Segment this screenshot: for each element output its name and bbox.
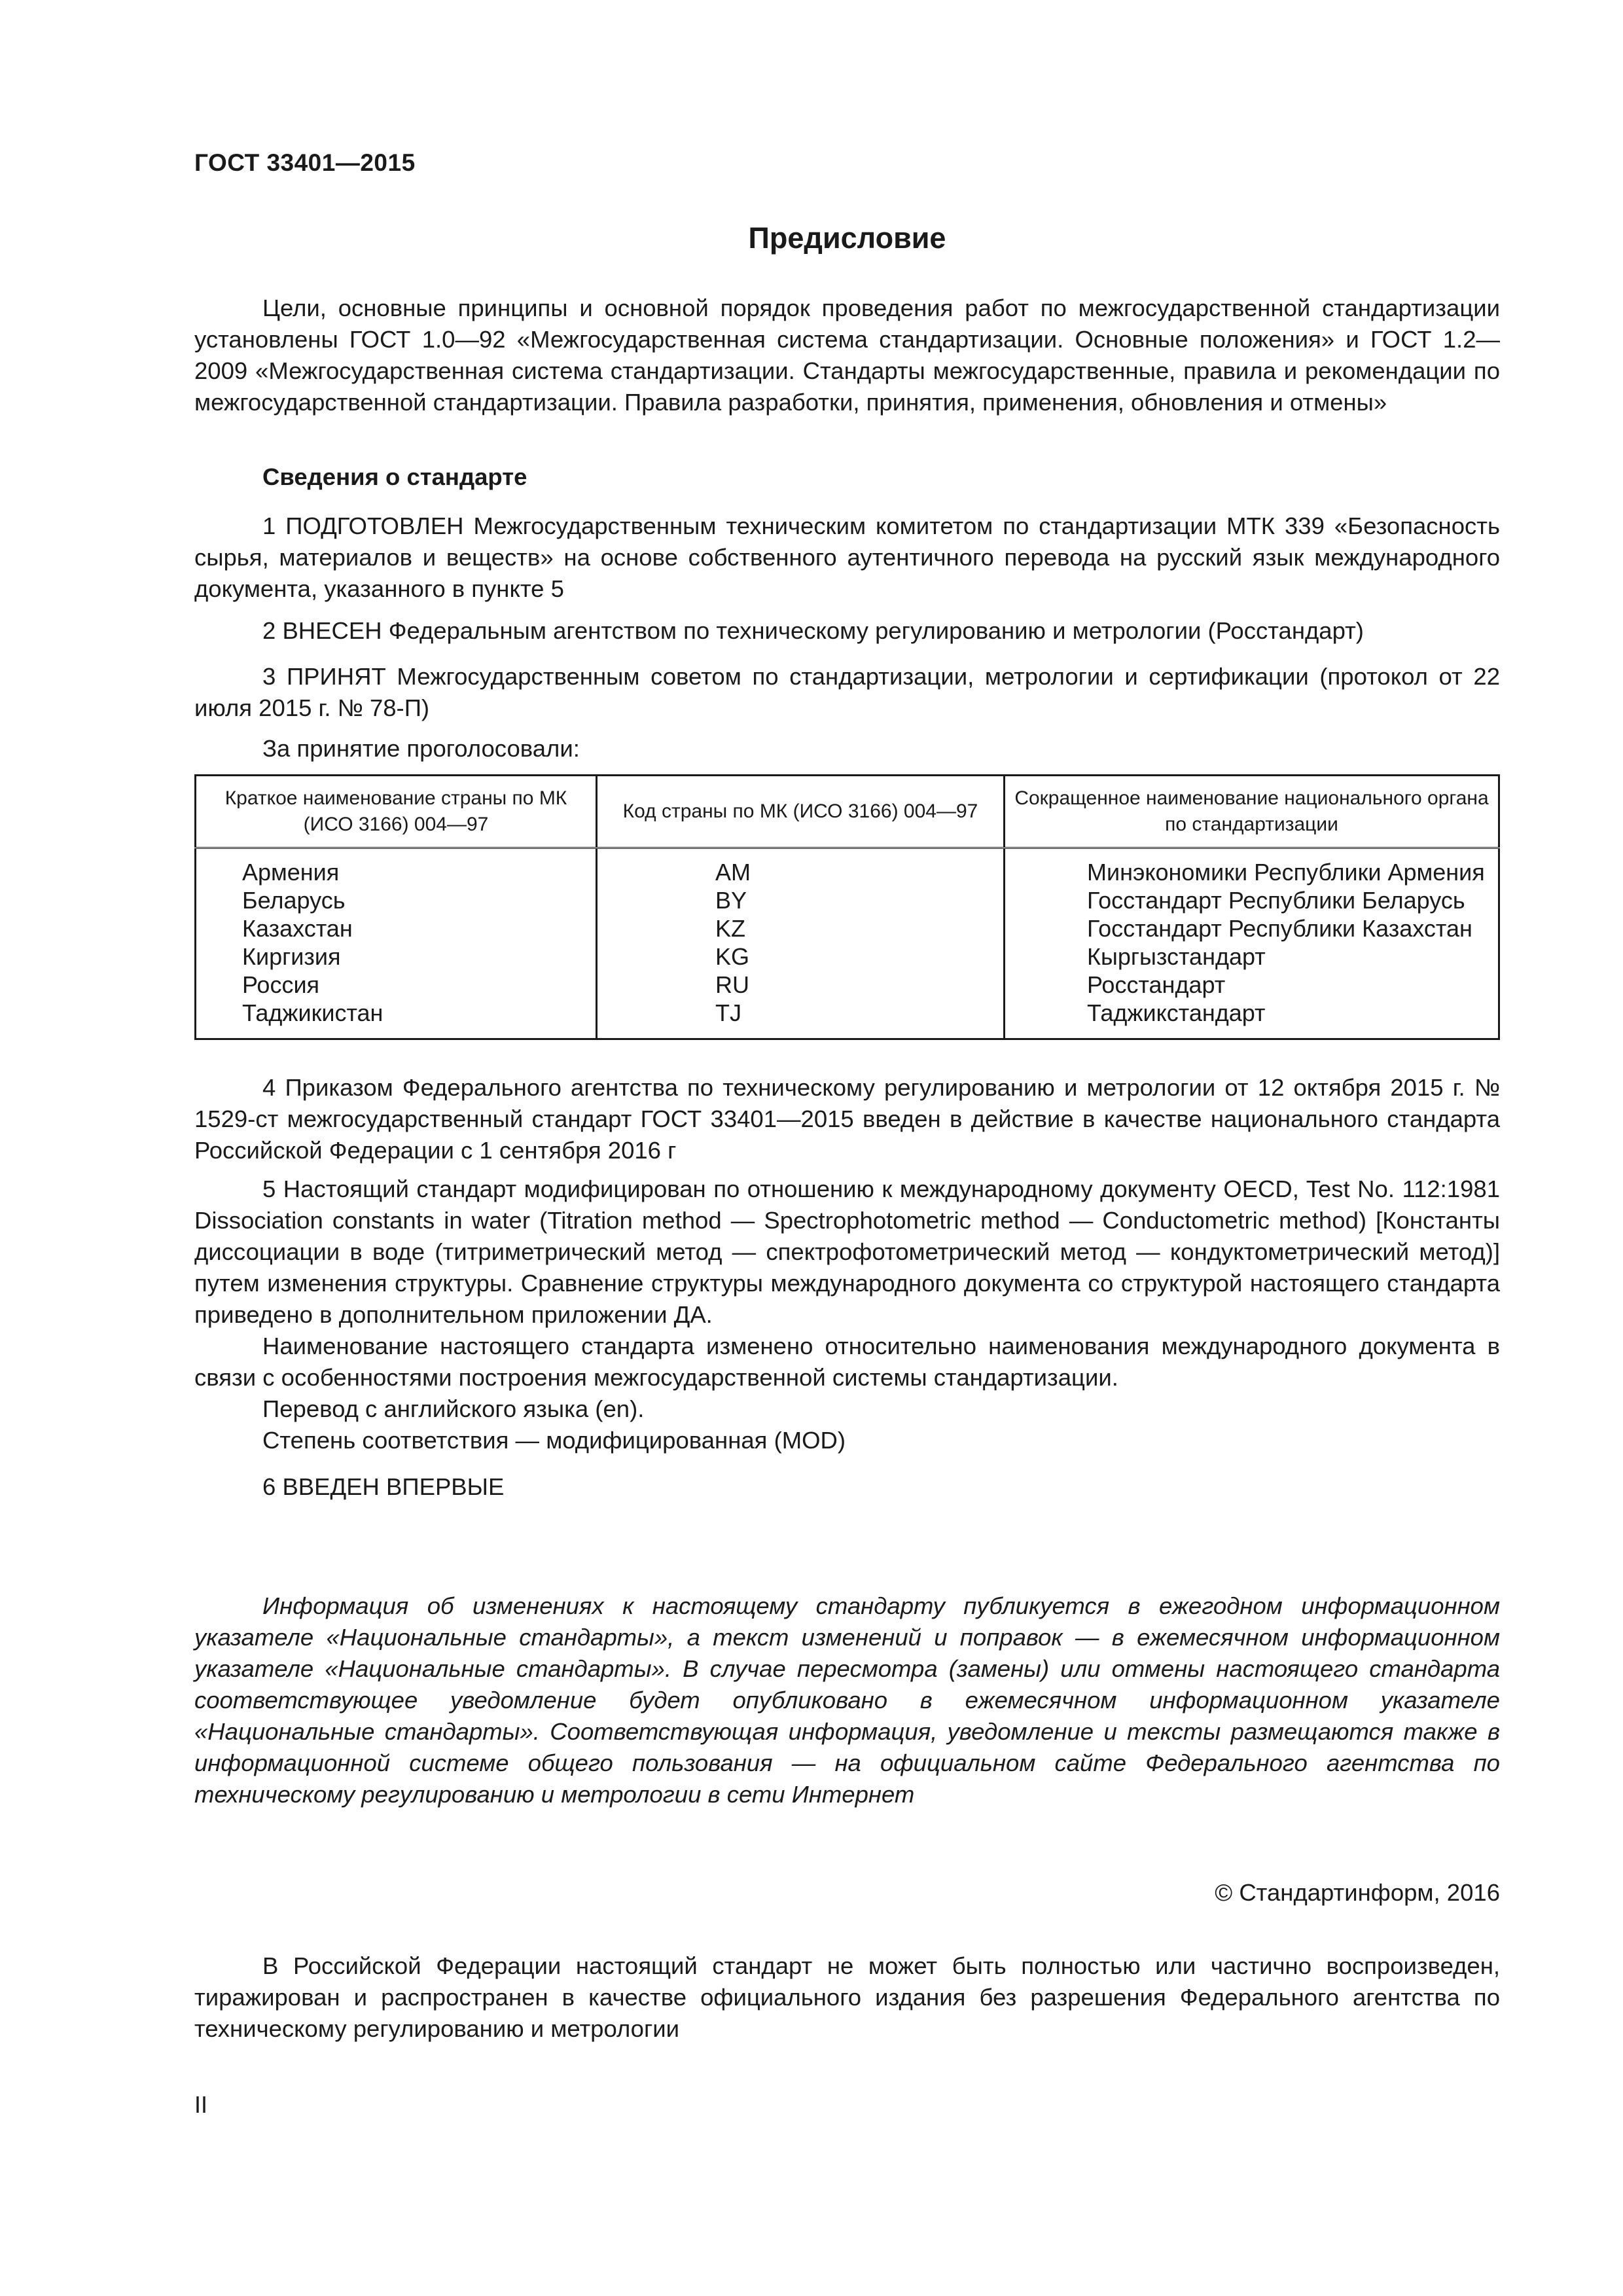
item-2-block bbox=[194, 615, 1500, 647]
item-5-translation: Перевод с английского языка (en). bbox=[262, 1395, 645, 1422]
table-cell-code: AM bbox=[715, 859, 751, 886]
table-cell-authority: Госстандарт Республики Казахстан bbox=[1087, 915, 1472, 942]
page-title: Предисловие bbox=[748, 221, 946, 255]
item-1: 1 ПОДГОТОВЛЕН Межгосударственным техническим комитетом по стандартизации МТК 339 «Безопасность сырья, материалов и веществ» на основе собственного аутентичного перевода на русский язык международного документа, указанного в пункте 5 bbox=[194, 512, 1500, 602]
table-cell-country: Казахстан bbox=[242, 915, 353, 942]
info-notice-block bbox=[194, 1590, 1500, 1810]
preface-intro-block bbox=[194, 293, 1500, 418]
table-cell-code: RU bbox=[715, 971, 749, 998]
table-column-code bbox=[597, 848, 1005, 1039]
table-cell-code: BY bbox=[715, 887, 747, 914]
table-cell-country: Таджикистан bbox=[242, 999, 383, 1026]
table-cell-country: Киргизия bbox=[242, 943, 341, 970]
document-id: ГОСТ 33401—2015 bbox=[194, 149, 416, 176]
vote-intro-block bbox=[194, 733, 1500, 764]
page-number: II bbox=[194, 2091, 208, 2118]
item-6-block bbox=[194, 1471, 1500, 1503]
item-5-block bbox=[194, 1174, 1500, 1456]
section-heading: Сведения о стандарте bbox=[262, 463, 527, 490]
copyright: © Стандартинформ, 2016 bbox=[1215, 1879, 1500, 1906]
table-cell-country: Беларусь bbox=[242, 887, 346, 914]
item-5-name-note: Наименование настоящего стандарта изменено относительно наименования международного документа в связи с особенностями построения межгосударственной системы стандартизации. bbox=[194, 1333, 1500, 1391]
table-cell-authority: Росстандарт bbox=[1087, 971, 1226, 998]
table-cell-country: Армения bbox=[242, 859, 340, 886]
table-cell-authority: Кыргызстандарт bbox=[1087, 943, 1266, 970]
table-cell-authority: Таджикстандарт bbox=[1087, 999, 1266, 1026]
table-cell-code: TJ bbox=[715, 999, 741, 1026]
item-6: 6 ВВЕДЕН ВПЕРВЫЕ bbox=[262, 1473, 505, 1500]
rights-notice-block bbox=[194, 1950, 1500, 2045]
table-cell-code: KG bbox=[715, 943, 750, 970]
item-4: 4 Приказом Федерального агентства по техническому регулированию и метрологии от 12 октября 2015 г. № 1529-ст межгосударственный стандарт ГОСТ 33401—2015 введен в действие в качестве национального стандарта Российской Федерации с 1 сентября 2016 г bbox=[194, 1074, 1500, 1164]
table-cell-authority: Госстандарт Республики Беларусь bbox=[1087, 887, 1465, 914]
item-4-block bbox=[194, 1072, 1500, 1166]
table-body-row bbox=[196, 848, 1499, 1039]
table-column-authority bbox=[1005, 848, 1499, 1039]
item-3: 3 ПРИНЯТ Межгосударственным советом по стандартизации, метрологии и сертификации (протокол от 22 июля 2015 г. № 78-П) bbox=[194, 663, 1500, 721]
table-cell-code: KZ bbox=[715, 915, 746, 942]
table-header-code: Код страны по МК (ИСО 3166) 004—97 bbox=[597, 776, 1005, 848]
table-header-row bbox=[196, 776, 1499, 848]
item-5-degree: Степень соответствия — модифицированная (MOD) bbox=[262, 1427, 846, 1454]
rights-notice: В Российской Федерации настоящий стандарт не может быть полностью или частично воспроизведен, тиражирован и распространен в качестве официального издания без разрешения Федерального агентства по техническому регулированию и метрологии bbox=[194, 1952, 1500, 2042]
item-2: 2 ВНЕСЕН Федеральным агентством по техническому регулированию и метрологии (Росстандарт) bbox=[262, 617, 1364, 644]
table-header-country: Краткое наименование страны по МК (ИСО 3166) 004—97 bbox=[196, 776, 597, 848]
table-cell-authority: Минэкономики Республики Армения bbox=[1087, 859, 1485, 886]
voting-countries-table bbox=[194, 774, 1500, 1040]
table-header-authority: Сокращенное наименование национального органа по стандартизации bbox=[1005, 776, 1499, 848]
item-5: 5 Настоящий стандарт модифицирован по отношению к международному документу OECD, Test No. 112:1981 Dissociation constants in water (Titration method — Spectrophotometric method — Conductometric method) [Константы диссоциации в воде (титриметрический метод — спектрофотометрический метод — кондуктометрический метод)] путем изменения структуры. Сравнение структуры международного документа со структурой настоящего стандарта приведено в дополнительном приложении ДА. bbox=[194, 1175, 1500, 1328]
table-cell-country: Россия bbox=[242, 971, 320, 998]
intro-paragraph: Цели, основные принципы и основной порядок проведения работ по межгосударственной стандартизации установлены ГОСТ 1.0—92 «Межгосударственная система стандартизации. Основные положения» и ГОСТ 1.2—2009 «Межгосударственная система стандартизации. Стандарты межгосударственные, правила и рекомендации по межгосударственной стандартизации. Правила разработки, принятия, применения, обновления и отмены» bbox=[194, 295, 1500, 416]
table-column-country bbox=[196, 848, 597, 1039]
vote-intro: За принятие проголосовали: bbox=[262, 735, 580, 762]
info-notice: Информация об изменениях к настоящему стандарту публикуется в ежегодном информационном указателе «Национальные стандарты», а текст изменений и поправок — в ежемесячном информационном указателе «Национальные стандарты». В случае пересмотра (замены) или отмены настоящего стандарта соответствующее уведомление будет опубликовано в ежемесячном информационном указателе «Национальные стандарты». Соответствующая информация, уведомление и тексты размещаются также в информационной системе общего пользования — на официальном сайте Федерального агентства по техническому регулированию и метрологии в сети Интернет bbox=[194, 1592, 1500, 1808]
standard-info-heading-block bbox=[194, 461, 1500, 493]
item-3-block bbox=[194, 661, 1500, 724]
item-1-block bbox=[194, 511, 1500, 605]
